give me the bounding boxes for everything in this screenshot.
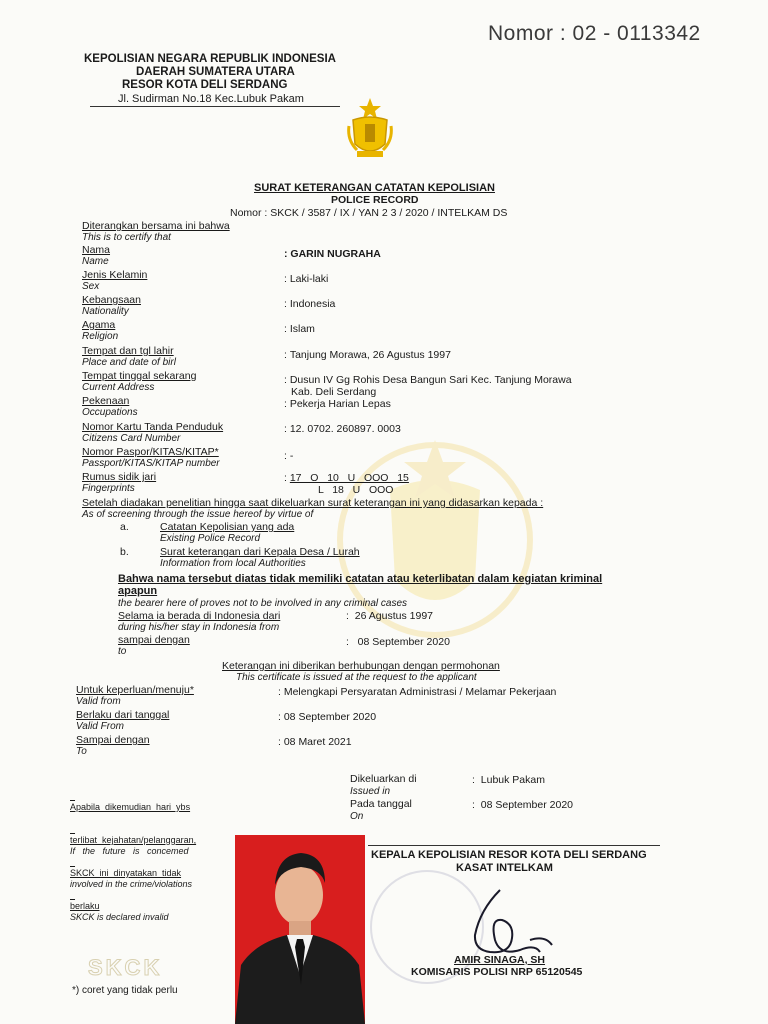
- record-number: Nomor : SKCK / 3587 / IX / YAN 2 3 / 2020 / INTELKAM DS: [230, 207, 508, 219]
- issued-place-value: : Lubuk Pakam: [472, 774, 545, 786]
- field-label-address: Tempat tinggal sekarang: [82, 370, 197, 382]
- field-label-religion-en: Religion: [82, 331, 119, 342]
- footnote: *) coret yang tidak perlu: [72, 985, 178, 996]
- issued-place-label: Dikeluarkan di: [350, 773, 417, 785]
- signatory-name: AMIR SINAGA, SH: [454, 954, 546, 966]
- field-label-name: Nama: [82, 244, 111, 256]
- field-value-sex: : Laki-laki: [284, 273, 329, 285]
- document-number: Nomor : 02 - 0113342: [488, 22, 701, 45]
- field-value-id-card: : 12. 0702. 260897. 0003: [284, 423, 401, 435]
- purpose-value: : Melengkapi Persyaratan Administrasi / Melamar Pekerjaan: [278, 686, 557, 698]
- field-label-address-en: Current Address: [82, 382, 155, 393]
- field-value-address: : Dusun IV Gg Rohis Desa Bangun Sari Kec. Tanjung Morawa: [284, 374, 572, 386]
- field-label-birth-en: Place and date of birl: [82, 357, 176, 368]
- request-text-en: This certificate is issued at the request to the applicant: [236, 672, 477, 683]
- applicant-portrait: [235, 835, 365, 1024]
- invalid-note-en-line-3: SKCK is declared invalid: [70, 912, 169, 922]
- stay-to-label: sampai dengan: [118, 634, 190, 646]
- field-label-occupation: Pekenaan: [82, 395, 130, 407]
- field-value-birth: : Tanjung Morawa, 26 Agustus 1997: [284, 349, 451, 361]
- field-label-name-en: Name: [82, 256, 109, 267]
- screening-item-a-en: Existing Police Record: [160, 533, 261, 544]
- signature-divider: [368, 845, 660, 846]
- screening-item-b-letter: b.: [120, 546, 129, 558]
- screening-item-b-en: Information from local Authorities: [160, 558, 306, 569]
- signatory-rank: KOMISARIS POLISI NRP 65120545: [411, 966, 583, 978]
- request-text: Keterangan ini diberikan berhubungan dengan permohonan: [222, 660, 500, 672]
- statement-text-2: apapun: [118, 585, 158, 597]
- applicant-photo: [235, 835, 365, 1024]
- handwritten-signature: [440, 880, 560, 960]
- field-value-name: : GARIN NUGRAHA: [284, 248, 381, 260]
- valid-from-label: Berlaku dari tanggal: [76, 709, 170, 721]
- field-label-nationality: Kebangsaan: [82, 294, 141, 306]
- field-value-fingerprints-2: L 18 U OOO: [318, 484, 394, 496]
- screening-item-a: Catatan Kepolisian yang ada: [160, 521, 295, 533]
- intro-text: Diterangkan bersama ini bahwa: [82, 220, 230, 232]
- field-label-religion: Agama: [82, 319, 116, 331]
- intro-text-en: This is to certify that: [82, 232, 171, 243]
- stay-to-en: to: [118, 646, 127, 657]
- field-label-fingerprints: Rumus sidik jari: [82, 471, 157, 483]
- field-label-sex: Jenis Kelamin: [82, 269, 148, 281]
- screening-text: Setelah diadakan penelitian hingga saat dikeluarkan surat keterangan ini yang didasarkan kepada :: [82, 497, 544, 509]
- issued-date-value: : 08 September 2020: [472, 799, 573, 811]
- skck-watermark: SKCK: [88, 955, 163, 980]
- field-label-id-card-en: Citizens Card Number: [82, 433, 181, 444]
- police-emblem-icon: [345, 96, 395, 160]
- signatory-title: KEPALA KEPOLISIAN RESOR KOTA DELI SERDANG: [371, 849, 647, 861]
- invalid-note-line-2: terlibat kejahatan/pelanggaran,: [70, 835, 197, 845]
- header-line-1: KEPOLISIAN NEGARA REPUBLIK INDONESIA: [84, 53, 336, 65]
- field-value-nationality: : Indonesia: [284, 298, 336, 310]
- stay-from-en: during his/her stay in Indonesia from: [118, 622, 280, 633]
- purpose-label-en: Valid from: [76, 696, 121, 707]
- valid-from-value: : 08 September 2020: [278, 711, 377, 723]
- screening-item-a-letter: a.: [120, 521, 129, 533]
- stay-to-value: : 08 September 2020: [346, 636, 450, 648]
- header-line-3: RESOR KOTA DELI SERDANG: [122, 79, 288, 91]
- field-label-id-card: Nomor Kartu Tanda Penduduk: [82, 421, 224, 433]
- invalid-note-line-4: berlaku: [70, 901, 100, 911]
- issued-date-label: Pada tanggal: [350, 798, 412, 810]
- stay-from-value: : 26 Agustus 1997: [346, 610, 433, 622]
- invalid-note-en: [70, 824, 192, 934]
- valid-to-label: Sampai dengan: [76, 734, 150, 746]
- invalid-note-en-line-1: If the future is concemed: [70, 846, 189, 856]
- header-line-2: DAERAH SUMATERA UTARA: [136, 66, 295, 78]
- field-label-fingerprints-en: Fingerprints: [82, 483, 135, 494]
- statement-text-en: the bearer here of proves not to be involved in any criminal cases: [118, 598, 408, 609]
- valid-to-en: To: [76, 746, 87, 757]
- screening-text-en: As of screening through the issue hereof by virtue of: [82, 509, 314, 520]
- statement-text: Bahwa nama tersebut diatas tidak memiliki catatan atau keterlibatan dalam kegiatan kriminal: [118, 573, 603, 585]
- header-divider: [90, 106, 340, 107]
- invalid-note-line-1: Apabila dikemudian hari ybs: [70, 802, 191, 812]
- field-value-religion: : Islam: [284, 323, 315, 335]
- header-address: Jl. Sudirman No.18 Kec.Lubuk Pakam: [118, 93, 304, 105]
- field-label-birth: Tempat dan tgl lahir: [82, 345, 174, 357]
- invalid-note-en-line-2: involved in the crime/violations: [70, 879, 193, 889]
- field-value-address-2: Kab. Deli Serdang: [291, 386, 377, 398]
- field-label-sex-en: Sex: [82, 281, 100, 292]
- field-value-occupation: : Pekerja Harian Lepas: [284, 398, 391, 410]
- field-label-nationality-en: Nationality: [82, 306, 129, 317]
- field-label-passport: Nomor Paspor/KITAS/KITAP*: [82, 446, 219, 458]
- document-subtitle: POLICE RECORD: [331, 194, 419, 206]
- issued-place-en: Issued in: [350, 786, 391, 797]
- issued-date-en: On: [350, 811, 364, 822]
- stay-from-label: Selama ia berada di Indonesia dari: [118, 610, 281, 622]
- field-label-passport-en: Passport/KITAS/KITAP number: [82, 458, 220, 469]
- document-title: SURAT KETERANGAN CATATAN KEPOLISIAN: [254, 182, 495, 194]
- purpose-label: Untuk keperluan/menuju*: [76, 684, 194, 696]
- screening-item-b: Surat keterangan dari Kepala Desa / Lurah: [160, 546, 360, 558]
- valid-to-value: : 08 Maret 2021: [278, 736, 352, 748]
- field-label-occupation-en: Occupations: [82, 407, 138, 418]
- field-value-passport: : -: [284, 450, 294, 462]
- valid-from-en: Valid From: [76, 721, 124, 732]
- invalid-note-line-3: SKCK ini dinyatakan tidak: [70, 868, 182, 878]
- field-value-fingerprints: : 17 O 10 U OOO 15: [284, 472, 409, 484]
- signatory-subtitle: KASAT INTELKAM: [456, 862, 553, 874]
